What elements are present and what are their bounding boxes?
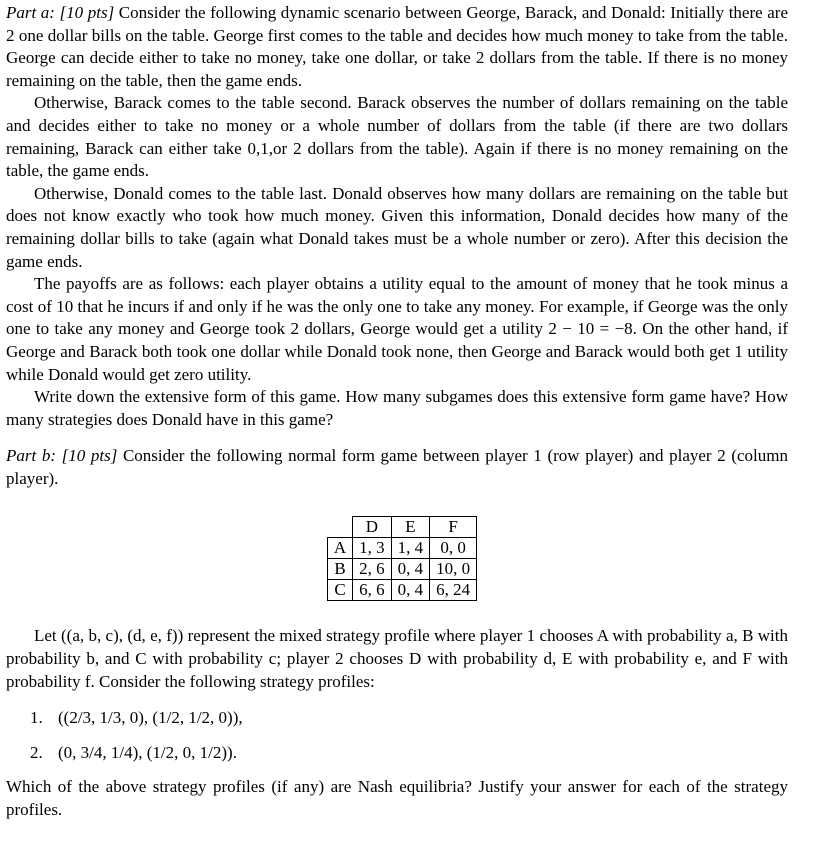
list-item [30, 742, 788, 765]
part-a-points: [10 pts] [59, 3, 115, 22]
part-a-text-1: Consider the following dynamic scenario between George, Barack, and Donald: Initially there are 2 one dollar bills on the table. George first comes to the table and decides how much money to take from the table. George can decide either to take no money, take one dollar, or take 2 dollars from the table. If there is no money remaining on the table, then the game ends. [6, 3, 788, 90]
list-item-number: 1. [30, 708, 43, 728]
column-header: D [353, 517, 392, 538]
part-b-mixed-strategy-text: Let ((a, b, c), (d, e, f)) represent the mixed strategy profile where player 1 chooses A with probability a, B with probability b, and C with probability c; player 2 chooses D with probability d, E with probability e, and F with probability f. Consider the following strategy profiles: [6, 626, 788, 691]
part-a-paragraph-1 [6, 2, 788, 92]
row-header: B [327, 559, 352, 580]
part-b-label: Part b: [6, 446, 57, 466]
strategy-profile-list [6, 707, 788, 764]
part-b-intro-text: Consider the following normal form game between player 1 (row player) and player 2 (column player). [6, 446, 788, 488]
payoff-cell: 0, 4 [391, 559, 430, 580]
list-item [30, 707, 788, 730]
payoff-cell: 6, 6 [353, 580, 392, 601]
payoff-cell: 0, 0 [430, 538, 477, 559]
list-item-text: (0, 3/4, 1/4), (1/2, 0, 1/2)). [58, 742, 237, 762]
part-a-paragraph-5: Write down the extensive form of this game. How many subgames does this extensive form game have? How many strategies does Donald have in this game? [6, 387, 788, 429]
payoff-cell: 0, 4 [391, 580, 430, 601]
part-b-intro [6, 445, 788, 490]
payoff-cell: 2, 6 [353, 559, 392, 580]
payoff-cell: 6, 24 [430, 580, 477, 601]
part-b-question: Which of the above strategy profiles (if any) are Nash equilibria? Justify your answer for each of the strategy profiles. [6, 777, 788, 820]
part-a-paragraph-3: Otherwise, Donald comes to the table last. Donald observes how many dollars are remaining on the table but does not know exactly who took how much money. Given this information, Donald decides how many of the remaining dollar bills to take (again what Donald takes must be a whole number or zero). After this decision the game ends. [6, 183, 788, 271]
document-page [6, 2, 788, 822]
column-header: F [430, 517, 477, 538]
row-header: C [327, 580, 352, 601]
row-header: A [327, 538, 352, 559]
column-header: E [391, 517, 430, 538]
payoff-matrix [327, 516, 477, 601]
part-b-points: [10 pts] [61, 446, 118, 466]
list-item-number: 2. [30, 742, 43, 762]
part-a-paragraph-2: Otherwise, Barack comes to the table second. Barack observes the number of dollars remaining on the table and decides either to take no money or a whole number of dollars from the table (if there are two dollars remaining, Barack can either take 0,1,or 2 dollars from the table). Again if there is no money remaining on the table, the game ends. [6, 93, 788, 181]
part-a-label: Part a: [6, 3, 55, 22]
payoff-cell: 1, 4 [391, 538, 430, 559]
list-item-text: ((2/3, 1/3, 0), (1/2, 1/2, 0)), [58, 708, 243, 728]
part-a-paragraph-4: The payoffs are as follows: each player obtains a utility equal to the amount of money that he took minus a cost of 10 that he incurs if and only if he was the only one to take any money. For example, if George was the only one to take any money and George took 2 dollars, George would get a utility 2 − 10 = −8. On the other hand, if George and Barack both took one dollar while Donald took none, then George and Barack would both get 1 utility while Donald would get zero utility. [6, 274, 788, 384]
payoff-cell: 1, 3 [353, 538, 392, 559]
payoff-cell: 10, 0 [430, 559, 477, 580]
